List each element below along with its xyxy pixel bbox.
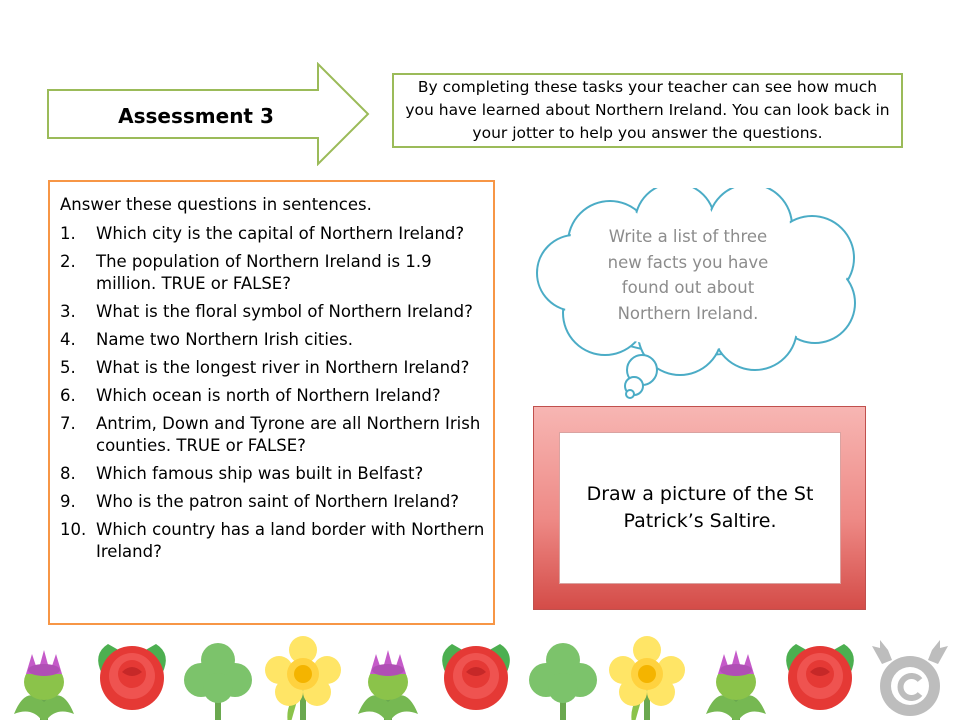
rose-icon	[442, 644, 510, 710]
thistle-icon	[14, 650, 74, 720]
question-item	[60, 301, 485, 323]
daffodil-icon	[265, 636, 341, 720]
question-item	[60, 385, 485, 407]
drawing-task-box	[559, 432, 841, 584]
question-item	[60, 223, 485, 245]
question-item	[60, 251, 485, 295]
cloud-text: Write a list of three new facts you have found out about Northern Ireland.	[607, 227, 769, 323]
thistle-icon	[358, 650, 418, 720]
daffodil-icon	[609, 636, 685, 720]
question-item	[60, 357, 485, 379]
question-number: 1.	[60, 224, 76, 243]
question-number: 2.	[60, 252, 76, 271]
question-number: 3.	[60, 302, 76, 321]
question-item	[60, 491, 485, 513]
question-number: 4.	[60, 330, 76, 349]
thistle-icon	[706, 650, 766, 720]
question-item	[60, 329, 485, 351]
flower-border	[0, 630, 960, 720]
question-number: 7.	[60, 414, 76, 433]
question-number: 8.	[60, 464, 76, 483]
question-text: Who is the patron saint of Northern Ireland?	[96, 492, 460, 511]
intro-text: By completing these tasks your teacher can see how much you have learned about Northern Ireland. You can look back in your jotter to help you answer the questions.	[405, 78, 890, 142]
question-number: 6.	[60, 386, 76, 405]
question-item	[60, 413, 485, 457]
copyright-moose-icon	[872, 640, 948, 716]
intro-box	[392, 73, 903, 148]
shamrock-icon	[529, 643, 597, 720]
question-text: The population of Northern Ireland is 1.9 million. TRUE or FALSE?	[96, 252, 432, 293]
questions-intro: Answer these questions in sentences.	[60, 195, 372, 214]
question-text: Which famous ship was built in Belfast?	[96, 464, 424, 483]
question-number: 10.	[60, 520, 87, 539]
question-number: 5.	[60, 358, 76, 377]
question-text: What is the longest river in Northern Ireland?	[96, 358, 470, 377]
question-number: 9.	[60, 492, 76, 511]
question-item	[60, 463, 485, 485]
question-item	[60, 519, 485, 563]
question-text: Antrim, Down and Tyrone are all Northern Irish counties. TRUE or FALSE?	[96, 414, 481, 455]
question-text: Name two Northern Irish cities.	[96, 330, 353, 349]
page-title: Assessment 3	[118, 104, 274, 128]
question-text: Which country has a land border with Northern Ireland?	[96, 520, 485, 561]
drawing-task-text: Draw a picture of the St Patrick’s Saltire.	[586, 483, 814, 532]
question-text: What is the floral symbol of Northern Ireland?	[96, 302, 473, 321]
rose-icon	[98, 644, 166, 710]
rose-icon	[786, 644, 854, 710]
questions-box	[48, 180, 495, 625]
question-list	[60, 223, 485, 563]
shamrock-icon	[184, 643, 252, 720]
question-text: Which ocean is north of Northern Ireland?	[96, 386, 441, 405]
question-text: Which city is the capital of Northern Ireland?	[96, 224, 465, 243]
